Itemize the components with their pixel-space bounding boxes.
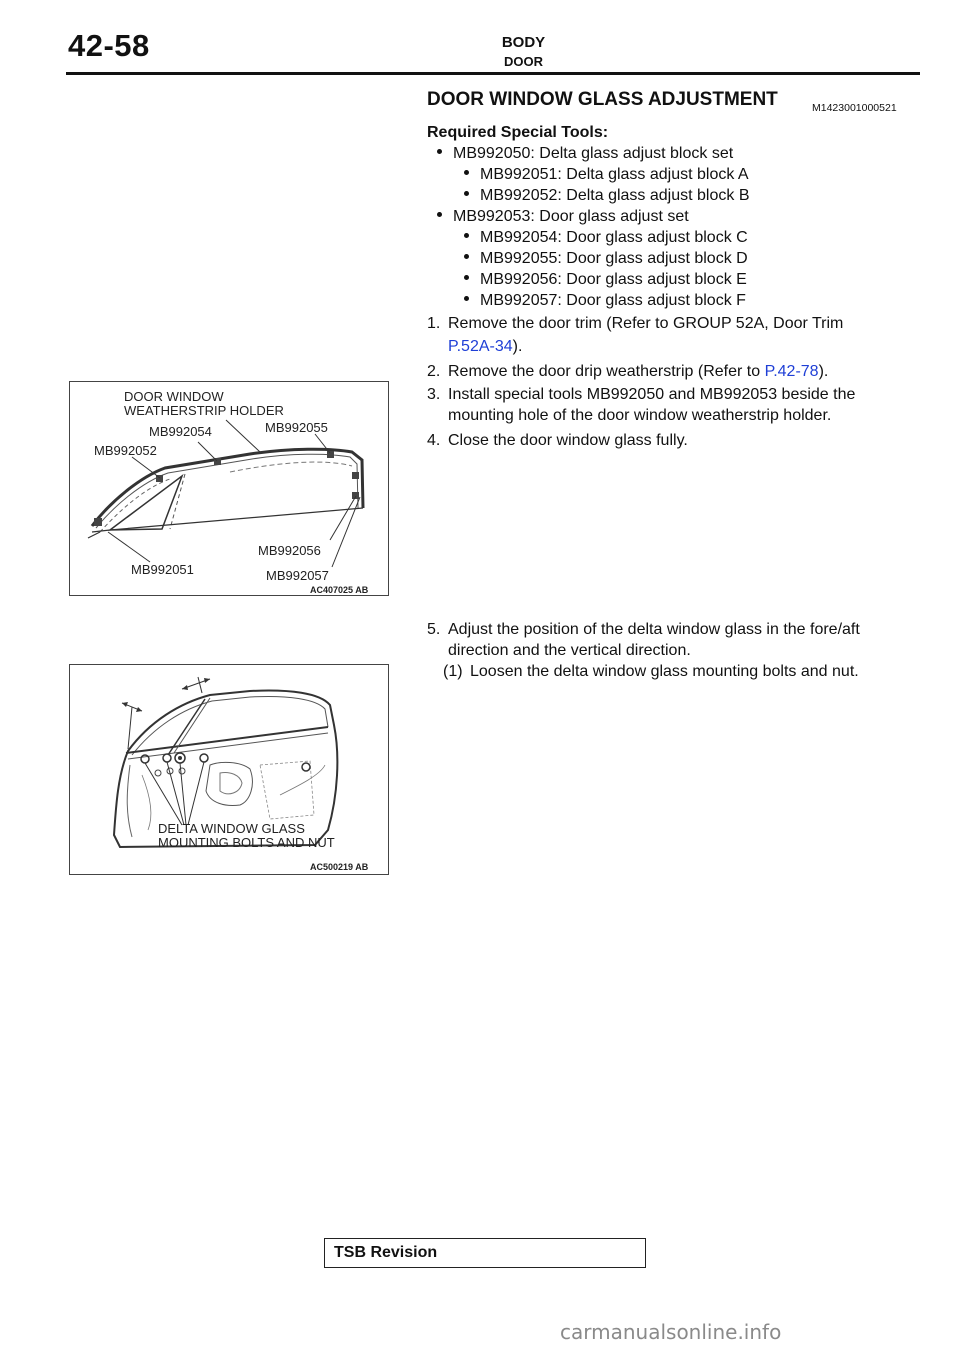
- tools-heading: Required Special Tools:: [427, 124, 609, 141]
- tool-item: MB992052: Delta glass adjust block B: [464, 185, 749, 206]
- figure-2-code: AC500219 AB: [310, 862, 369, 872]
- section-title: BODY: [501, 34, 546, 51]
- label-mb992056: MB992056: [258, 543, 321, 558]
- bullet-icon: [464, 254, 469, 259]
- step-5-number: 5.: [427, 621, 441, 638]
- figure-delta-glass-bolts: [69, 664, 389, 875]
- label-mb992051: MB992051: [131, 562, 194, 577]
- label-delta-glass-line-1: DELTA WINDOW GLASS: [158, 821, 305, 836]
- tool-item: MB992051: Delta glass adjust block A: [464, 164, 749, 185]
- bullet-icon: [464, 233, 469, 238]
- procedure-title: DOOR WINDOW GLASS ADJUSTMENT: [427, 89, 778, 110]
- step-3-line-2: mounting hole of the door window weatherstrip holder.: [448, 407, 832, 424]
- step-2-text: Remove the door drip weatherstrip (Refer to P.42-78).: [448, 363, 829, 380]
- step-4-number: 4.: [427, 432, 441, 449]
- tool-item: MB992054: Door glass adjust block C: [464, 227, 748, 248]
- bullet-icon: [464, 170, 469, 175]
- bullet-icon: [437, 212, 442, 217]
- step-1-number: 1.: [427, 315, 441, 332]
- label-mb992054: MB992054: [149, 424, 212, 439]
- figure-1-code: AC407025 AB: [310, 585, 369, 595]
- bullet-icon: [464, 296, 469, 301]
- label-delta-glass-line-2: MOUNTING BOLTS AND NUT: [158, 835, 335, 850]
- subsection-title: DOOR: [504, 54, 543, 69]
- figure-weatherstrip-tools: [69, 381, 389, 596]
- label-holder-line-1: DOOR WINDOW: [124, 389, 224, 404]
- label-mb992052: MB992052: [94, 443, 157, 458]
- label-mb992057: MB992057: [266, 568, 329, 583]
- step-1-link[interactable]: P.52A-34: [448, 338, 513, 355]
- step-5-line-1: Adjust the position of the delta window glass in the fore/aft: [448, 621, 860, 638]
- label-mb992055: MB992055: [265, 420, 328, 435]
- tool-item: MB992053: Door glass adjust set: [437, 206, 689, 227]
- step-2-number: 2.: [427, 363, 441, 380]
- step-3-number: 3.: [427, 386, 441, 403]
- step-2-link[interactable]: P.42-78: [764, 363, 819, 380]
- header-rule: [66, 72, 920, 75]
- step-5-line-2: direction and the vertical direction.: [448, 642, 691, 659]
- tsb-revision-label: TSB Revision: [334, 1244, 438, 1261]
- tool-item: MB992057: Door glass adjust block F: [464, 290, 746, 311]
- step-5-1-text: Loosen the delta window glass mounting bolts and nut.: [470, 663, 859, 680]
- tool-item: MB992050: Delta glass adjust block set: [437, 143, 733, 164]
- page-number: 42-58: [68, 28, 150, 63]
- step-3-line-1: Install special tools MB992050 and MB992053 beside the: [448, 386, 856, 403]
- bullet-icon: [437, 149, 442, 154]
- tool-item: MB992056: Door glass adjust block E: [464, 269, 747, 290]
- watermark-text: carmanualsonline.info: [560, 1320, 782, 1344]
- step-1-text: Remove the door trim (Refer to GROUP 52A, Door Trim: [448, 315, 844, 332]
- step-4-text: Close the door window glass fully.: [448, 432, 688, 449]
- tool-item: MB992055: Door glass adjust block D: [464, 248, 748, 269]
- procedure-code: M1423001000521: [812, 102, 897, 114]
- bullet-icon: [464, 191, 469, 196]
- label-holder-line-2: WEATHERSTRIP HOLDER: [124, 403, 284, 418]
- step-5-1-number: (1): [443, 663, 463, 680]
- bullet-icon: [464, 275, 469, 280]
- step-1-link-line: P.52A-34).: [448, 338, 523, 355]
